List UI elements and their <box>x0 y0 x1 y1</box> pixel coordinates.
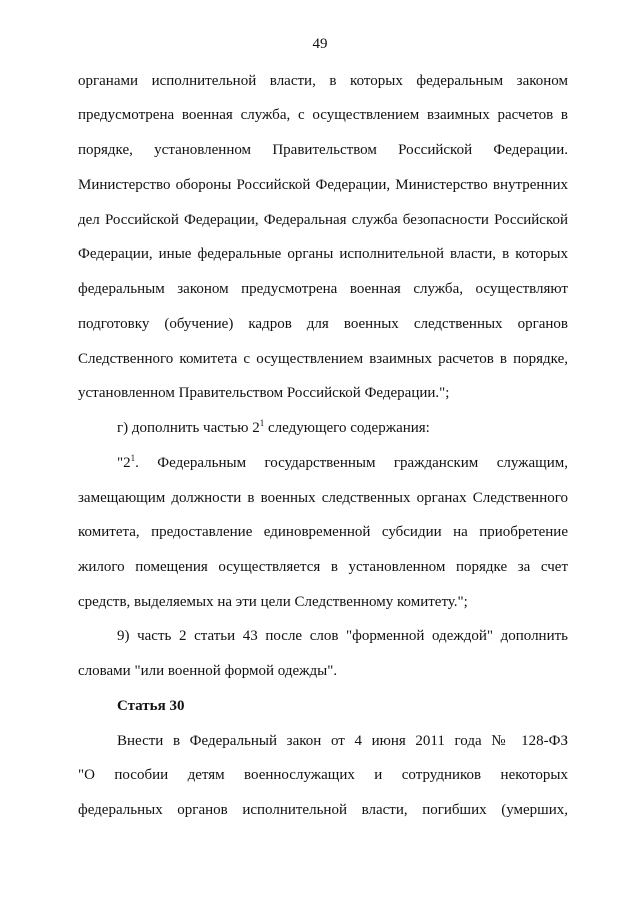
amendment-item-9: 9) часть 2 статьи 43 после слов "форменной одеждой" дополнить <box>117 628 568 644</box>
text-line: словами "или военной формой одежды". <box>78 663 338 679</box>
text-line: "О пособии детям военнослужащих и сотрудников некоторых <box>78 767 568 783</box>
text-line: комитета, предоставление единовременной субсидии на приобретение <box>78 524 568 540</box>
text-line: жилого помещения осуществляется в установленном порядке за счет <box>78 559 568 575</box>
amendment-item-g <box>117 419 568 437</box>
text-fragment: следующего содержания: <box>264 420 430 436</box>
text-line: органами исполнительной власти, в которых федеральным законом <box>78 73 568 89</box>
text-line: Следственного комитета с осуществлением взаимных расчетов в порядке, <box>78 351 568 367</box>
text-line: средств, выделяемых на эти цели Следственному комитету."; <box>78 594 468 610</box>
text-line: федеральных органов исполнительной власти, погибших (умерших, <box>78 802 568 818</box>
text-line: порядке, установленном Правительством Российской Федерации. <box>78 142 568 158</box>
text-line: предусмотрена военная служба, с осуществлением взаимных расчетов в <box>78 107 568 123</box>
superscript: 1 <box>130 453 136 463</box>
article-heading: Статья 30 <box>117 698 185 714</box>
text-line: установленном Правительством Российской Федерации."; <box>78 385 450 401</box>
text-line: дел Российской Федерации, Федеральная служба безопасности Российской <box>78 212 568 228</box>
text-line: замещающим должности в военных следственных органах Следственного <box>78 490 568 506</box>
text-fragment: . Федеральным государственным гражданским служащим, <box>135 455 568 471</box>
text-line: Федерации, иные федеральные органы исполнительной власти, в которых <box>78 246 568 262</box>
text-fragment: г) дополнить частью 2 <box>117 420 260 436</box>
text-line: Внести в Федеральный закон от 4 июня 2011 года № 128-ФЗ <box>117 733 568 749</box>
text-line: подготовку (обучение) кадров для военных следственных органов <box>78 316 568 332</box>
text-fragment: "2 <box>117 455 131 471</box>
text-line: Министерство обороны Российской Федерации, Министерство внутренних <box>78 177 568 193</box>
superscript: 1 <box>259 418 265 428</box>
text-line: федеральным законом предусмотрена военная служба, осуществляют <box>78 281 568 297</box>
new-part-heading <box>117 454 568 472</box>
page-number: 49 <box>312 36 328 52</box>
